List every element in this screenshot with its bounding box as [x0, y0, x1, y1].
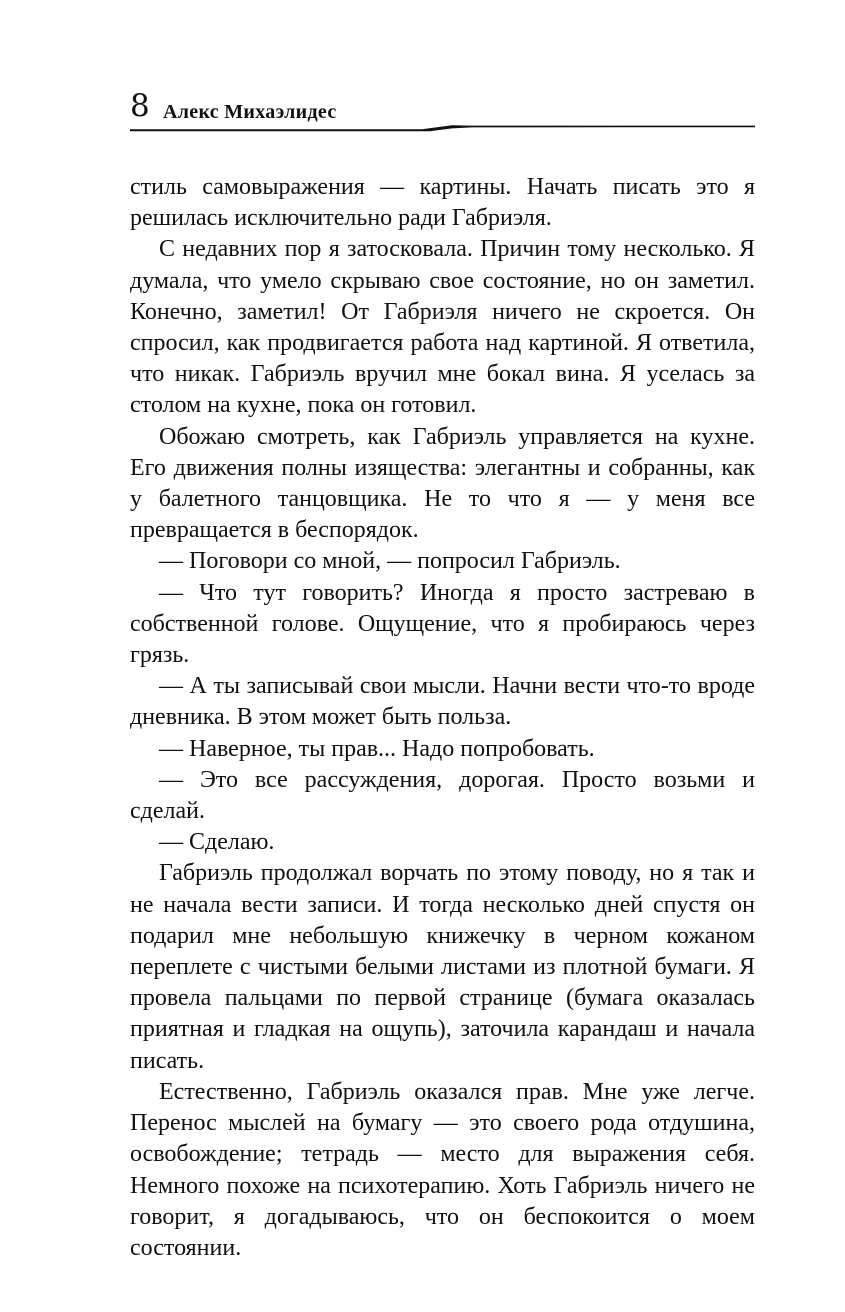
dialogue-line: — Что тут говорить? Иногда я просто застреваю в собственной голове. Ощущение, что я пробираюсь через грязь. — [130, 579, 755, 669]
paragraph: Габриэль продолжал ворчать по этому поводу, но я так и не начала вести записи. И тогда несколько дней спустя он подарил мне небольшую книжечку в черном кожаном переплете с чистыми белыми листами из плотной бумаги. Я провела пальцами по первой странице (бумага оказалась приятная и гладкая на ощупь), заточила карандаш и начала писать. — [130, 860, 755, 1074]
dialogue-line: — Поговори со мной, — попросил Габриэль. — [159, 548, 621, 575]
dialogue-line: — Это все рассуждения, дорогая. Просто возьми и сделай. — [130, 766, 755, 825]
author-name: Алекс Михаэлидес — [163, 101, 337, 123]
running-head — [130, 88, 755, 136]
paragraph: Естественно, Габриэль оказался прав. Мне уже легче. Перенос мыслей на бумагу — это своего рода отдушина, освобождение; тетрадь — место для выражения себя. Немного похоже на психотерапию. Хоть Габриэль ничего не говорит, я догадываюсь, что он беспокоится о моем состоянии. — [130, 1078, 755, 1261]
body-text — [130, 172, 755, 1264]
paragraph: С недавних пор я затосковала. Причин тому несколько. Я думала, что умело скрываю свое состояние, но он заметил. Конечно, заметил! От Габриэля ничего не скроется. Он спросил, как продвигается работа над картиной. Я ответила, что никак. Габриэль вручил мне бокал вина. Я уселась за столом на кухне, пока он готовил. — [130, 236, 755, 419]
dialogue-line: — А ты записывай свои мысли. Начни вести что-то вроде дневника. В этом может быть польза. — [130, 673, 755, 731]
paragraph: стиль самовыражения — картины. Начать писать это я решилась исключительно ради Габриэля. — [130, 174, 755, 232]
dialogue-line: — Сделаю. — [159, 829, 275, 856]
paragraph: Обожаю смотреть, как Габриэль управляется на кухне. Его движения полны изящества: элегантны и собранны, как у балетного танцовщика. Не то что я — у меня все превращается в беспорядок. — [130, 423, 755, 544]
header-rule — [130, 124, 755, 134]
dialogue-line: — Наверное, ты прав... Надо попробовать. — [159, 735, 595, 762]
page-number: 8 — [130, 88, 150, 124]
